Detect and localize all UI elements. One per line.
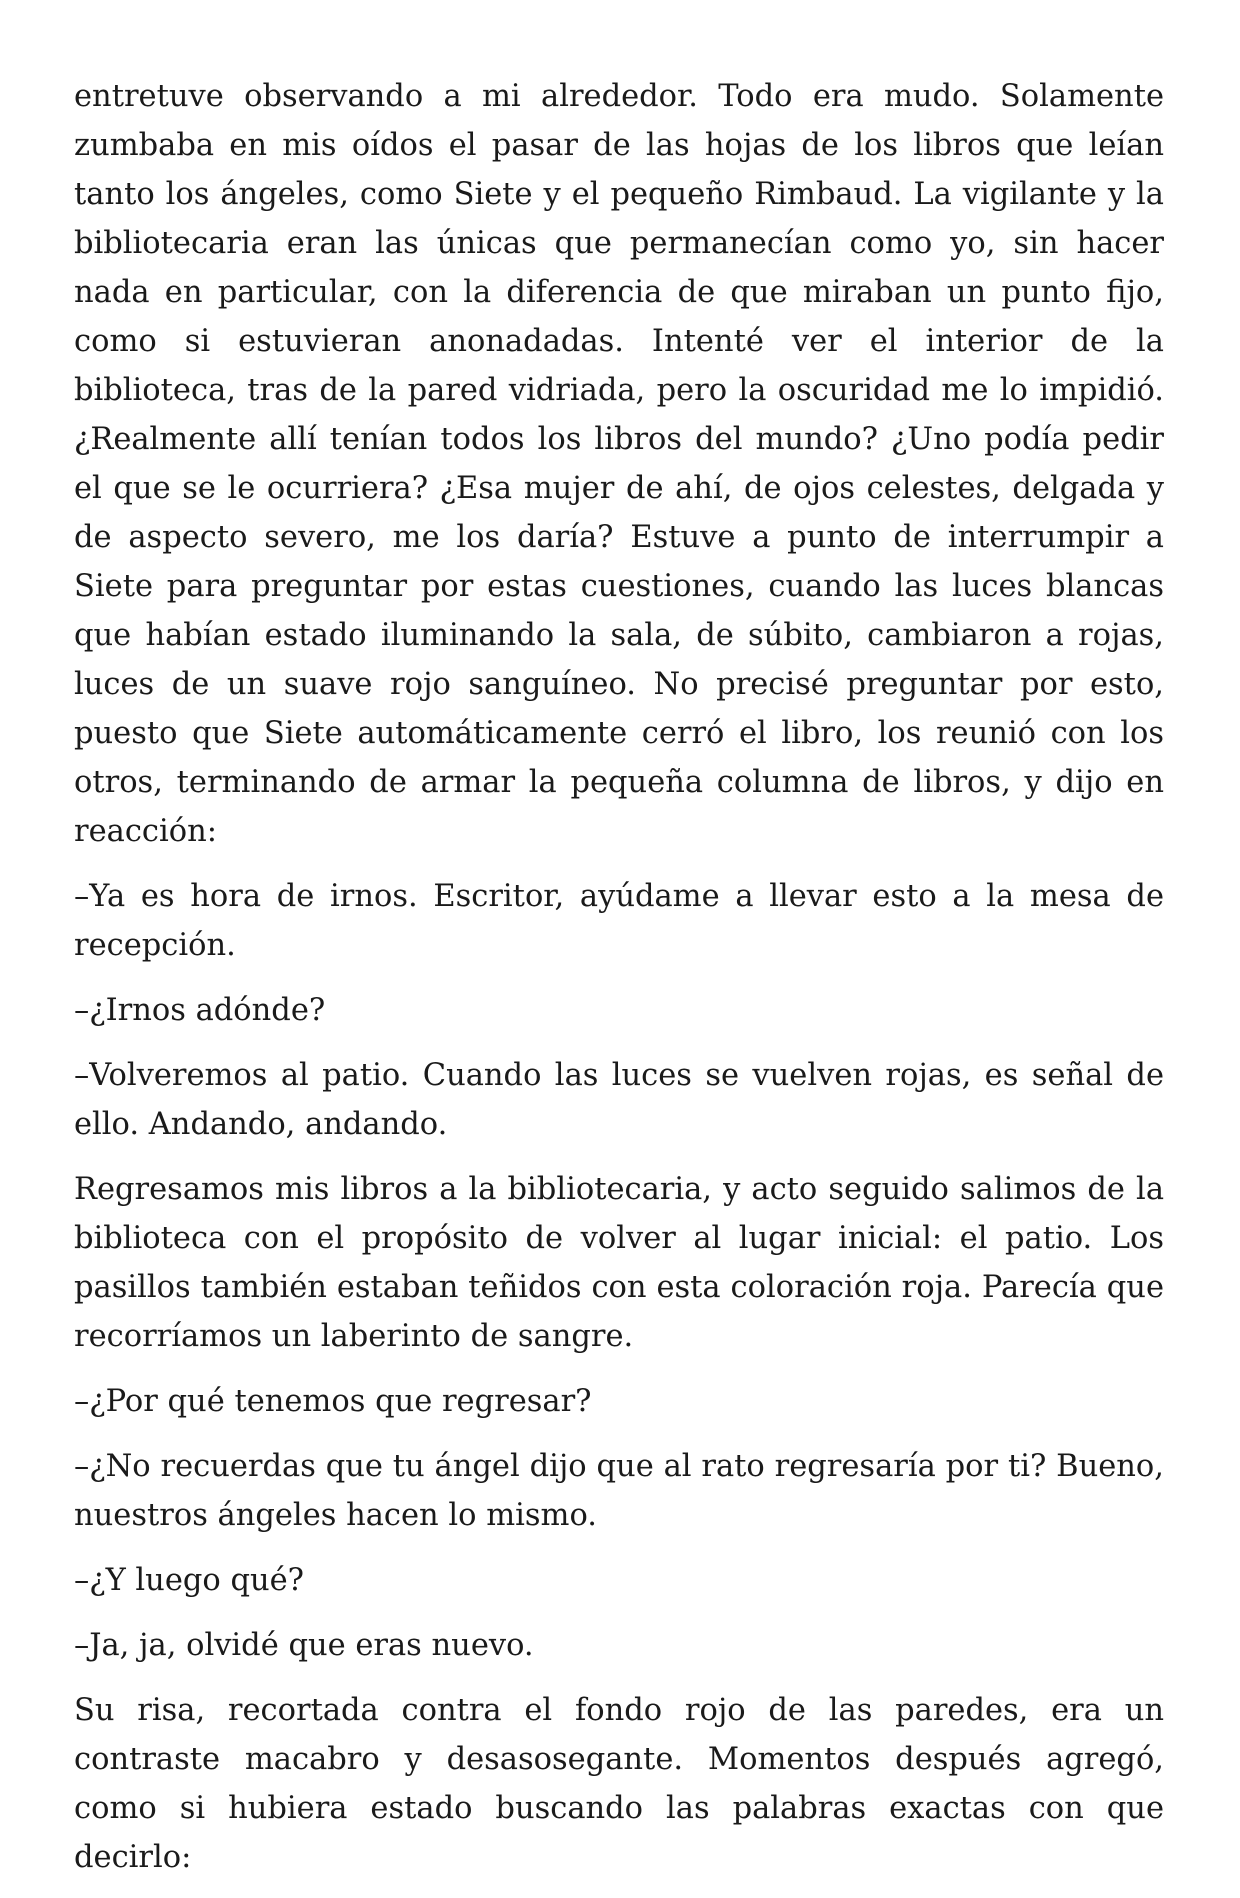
- dialogue-line: –¿Y luego qué?: [74, 1563, 305, 1598]
- dialogue-line: –Ja, ja, olvidé que eras nuevo.: [74, 1628, 534, 1663]
- dialogue-line: –¿No recuerdas que tu ángel dijo que al rato regresaría por ti? Bueno, nuestros ángeles hacen lo mismo.: [74, 1449, 1164, 1533]
- dialogue-line: –Volveremos al patio. Cuando las luces se vuelven rojas, es señal de ello. Andando, andando.: [74, 1058, 1164, 1142]
- paragraph: Su risa, recortada contra el fondo rojo de las paredes, era un contraste macabro y desasosegante. Momentos después agregó, como si hubiera estado buscando las palabras exactas con que decirlo:: [74, 1693, 1164, 1875]
- paragraph: Regresamos mis libros a la bibliotecaria, y acto seguido salimos de la biblioteca con el propósito de volver al lugar inicial: el patio. Los pasillos también estaban teñidos con esta coloración roja. Parecía que recorríamos un laberinto de sangre.: [74, 1172, 1164, 1354]
- dialogue-line: –¿Por qué tenemos que regresar?: [74, 1384, 592, 1419]
- paragraph: entretuve observando a mi alrededor. Todo era mudo. Solamente zumbaba en mis oídos el pasar de las hojas de los libros que leían tanto los ángeles, como Siete y el pequeño Rimbaud. La vigilante y la bibliotecaria eran las únicas que permanecían como yo, sin hacer nada en particular, con la diferencia de que miraban un punto fijo, como si estuvieran anonadadas. Intenté ver el interior de la biblioteca, tras de la pared vidriada, pero la oscuridad me lo impidió. ¿Realmente allí tenían todos los libros del mundo? ¿Uno podía pedir el que se le ocurriera? ¿Esa mujer de ahí, de ojos celestes, delgada y de aspecto severo, me los daría? Estuve a punto de interrumpir a Siete para preguntar por estas cuestiones, cuando las luces blancas que habían estado iluminando la sala, de súbito, cambiaron a rojas, luces de un suave rojo sanguíneo. No precisé preguntar por esto, puesto que Siete automáticamente cerró el libro, los reunió con los otros, terminando de armar la pequeña columna de libros, y dijo en reacción:: [74, 79, 1164, 849]
- dialogue-line: –¿Irnos adónde?: [74, 993, 326, 1028]
- dialogue-line: –Ya es hora de irnos. Escritor, ayúdame a llevar esto a la mesa de recepción.: [74, 879, 1164, 963]
- document-body: [74, 72, 1164, 1898]
